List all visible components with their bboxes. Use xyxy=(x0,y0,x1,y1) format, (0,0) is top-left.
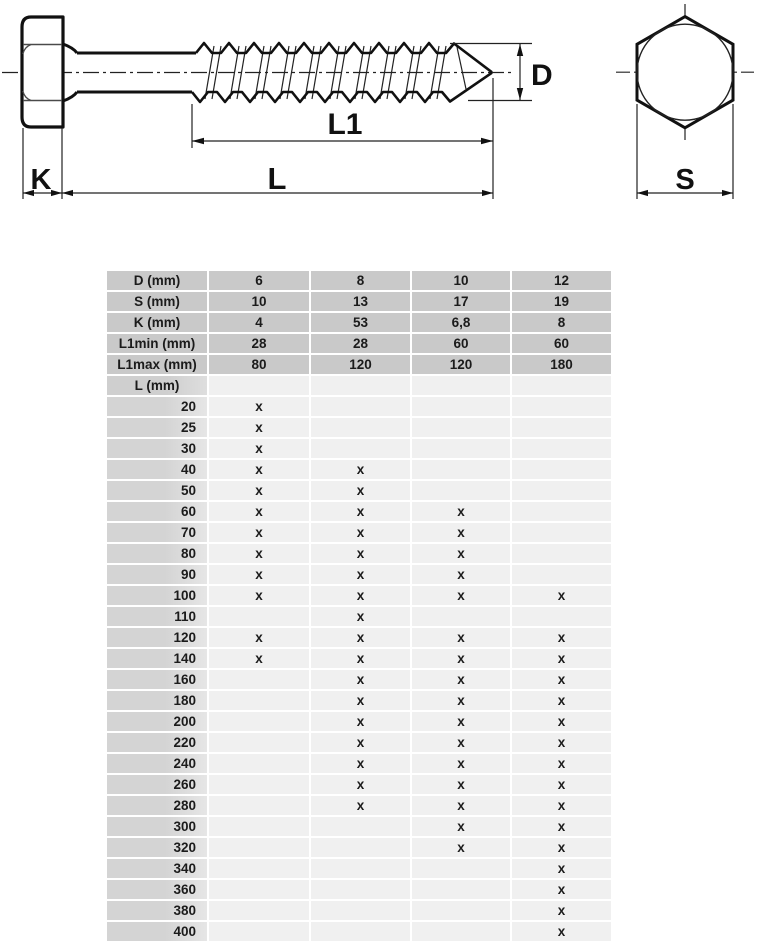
length-value: 90 xyxy=(107,564,208,585)
empty-cell xyxy=(208,795,310,816)
spec-value-cell: 17 xyxy=(411,291,511,312)
spec-value-cell: 6 xyxy=(208,271,310,291)
empty-cell xyxy=(411,921,511,942)
availability-mark-cell: x xyxy=(310,627,411,648)
length-row xyxy=(107,543,612,564)
availability-mark-cell: x xyxy=(511,669,612,690)
label-S: S xyxy=(675,164,695,196)
spec-row xyxy=(107,271,612,291)
length-value: 260 xyxy=(107,774,208,795)
length-row xyxy=(107,732,612,753)
length-row xyxy=(107,627,612,648)
availability-mark-cell: x xyxy=(208,564,310,585)
availability-mark-cell: x xyxy=(208,396,310,417)
spec-row xyxy=(107,291,612,312)
spec-value-cell: 120 xyxy=(411,354,511,375)
length-value: 400 xyxy=(107,921,208,942)
availability-mark-cell: x xyxy=(310,459,411,480)
dimension-table xyxy=(107,271,613,943)
empty-cell xyxy=(310,816,411,837)
empty-cell xyxy=(208,690,310,711)
availability-mark-cell: x xyxy=(310,543,411,564)
empty-cell xyxy=(511,396,612,417)
empty-cell xyxy=(411,900,511,921)
length-row xyxy=(107,690,612,711)
availability-mark-cell: x xyxy=(411,648,511,669)
availability-mark-cell: x xyxy=(310,585,411,606)
empty-cell xyxy=(310,417,411,438)
availability-mark-cell: x xyxy=(411,543,511,564)
empty-cell xyxy=(511,459,612,480)
empty-cell xyxy=(511,606,612,627)
spec-row xyxy=(107,333,612,354)
availability-mark-cell: x xyxy=(208,417,310,438)
availability-mark-cell: x xyxy=(310,669,411,690)
availability-mark-cell: x xyxy=(411,585,511,606)
availability-mark-cell: x xyxy=(310,690,411,711)
availability-mark-cell: x xyxy=(511,711,612,732)
label-L1: L1 xyxy=(327,108,363,141)
availability-mark-cell: x xyxy=(208,522,310,543)
length-row xyxy=(107,459,612,480)
availability-mark-cell: x xyxy=(511,816,612,837)
availability-mark-cell: x xyxy=(310,501,411,522)
empty-cell xyxy=(208,375,310,396)
availability-mark-cell: x xyxy=(411,711,511,732)
empty-cell xyxy=(208,858,310,879)
empty-cell xyxy=(511,564,612,585)
length-value: 180 xyxy=(107,690,208,711)
length-value: 160 xyxy=(107,669,208,690)
label-L: L xyxy=(267,161,287,196)
length-row xyxy=(107,669,612,690)
empty-cell xyxy=(411,459,511,480)
length-value: 20 xyxy=(107,396,208,417)
availability-mark-cell: x xyxy=(310,606,411,627)
availability-mark-cell: x xyxy=(411,669,511,690)
empty-cell xyxy=(310,375,411,396)
length-value: 200 xyxy=(107,711,208,732)
availability-mark-cell: x xyxy=(411,732,511,753)
length-row xyxy=(107,585,612,606)
empty-cell xyxy=(208,816,310,837)
empty-cell xyxy=(208,774,310,795)
length-row xyxy=(107,396,612,417)
spec-row xyxy=(107,312,612,333)
length-row xyxy=(107,837,612,858)
availability-mark-cell: x xyxy=(511,837,612,858)
length-value: 120 xyxy=(107,627,208,648)
dimension-table-body xyxy=(107,271,612,942)
availability-mark-cell: x xyxy=(310,648,411,669)
empty-cell xyxy=(208,921,310,942)
label-D: D xyxy=(531,59,553,92)
empty-cell xyxy=(511,543,612,564)
length-value: 110 xyxy=(107,606,208,627)
empty-cell xyxy=(511,375,612,396)
spec-value-cell: 4 xyxy=(208,312,310,333)
length-value: 60 xyxy=(107,501,208,522)
availability-mark-cell: x xyxy=(208,480,310,501)
availability-mark-cell: x xyxy=(411,627,511,648)
length-value: 320 xyxy=(107,837,208,858)
availability-mark-cell: x xyxy=(511,627,612,648)
empty-cell xyxy=(411,858,511,879)
length-value: 40 xyxy=(107,459,208,480)
availability-mark-cell: x xyxy=(208,585,310,606)
length-value: 70 xyxy=(107,522,208,543)
length-row xyxy=(107,858,612,879)
empty-cell xyxy=(411,879,511,900)
availability-mark-cell: x xyxy=(208,501,310,522)
availability-mark-cell: x xyxy=(511,585,612,606)
empty-cell xyxy=(511,522,612,543)
availability-mark-cell: x xyxy=(411,774,511,795)
availability-mark-cell: x xyxy=(411,753,511,774)
availability-mark-cell: x xyxy=(511,795,612,816)
availability-mark-cell: x xyxy=(411,501,511,522)
empty-cell xyxy=(411,480,511,501)
spec-row xyxy=(107,354,612,375)
length-value: 25 xyxy=(107,417,208,438)
spec-value-cell: 13 xyxy=(310,291,411,312)
empty-cell xyxy=(310,858,411,879)
availability-mark-cell: x xyxy=(310,522,411,543)
length-value: 380 xyxy=(107,900,208,921)
availability-mark-cell: x xyxy=(511,879,612,900)
availability-mark-cell: x xyxy=(511,753,612,774)
length-row xyxy=(107,480,612,501)
empty-cell xyxy=(208,879,310,900)
length-row xyxy=(107,417,612,438)
hex-head-side-view xyxy=(22,17,63,127)
length-value: 340 xyxy=(107,858,208,879)
empty-cell xyxy=(310,900,411,921)
availability-mark-cell: x xyxy=(511,648,612,669)
availability-mark-cell: x xyxy=(310,711,411,732)
availability-mark-cell: x xyxy=(511,732,612,753)
spec-value-cell: 12 xyxy=(511,271,612,291)
length-row xyxy=(107,774,612,795)
length-row xyxy=(107,564,612,585)
availability-mark-cell: x xyxy=(208,543,310,564)
empty-cell xyxy=(310,396,411,417)
empty-cell xyxy=(208,711,310,732)
length-value: 80 xyxy=(107,543,208,564)
availability-mark-cell: x xyxy=(411,522,511,543)
availability-mark-cell: x xyxy=(411,837,511,858)
spec-value-cell: 8 xyxy=(511,312,612,333)
empty-cell xyxy=(411,438,511,459)
spec-row-label: S (mm) xyxy=(107,291,208,312)
availability-mark-cell: x xyxy=(208,438,310,459)
spec-value-cell: 8 xyxy=(310,271,411,291)
hexagon-outline xyxy=(637,17,733,128)
spec-value-cell: 28 xyxy=(310,333,411,354)
dimension-K-L xyxy=(23,161,493,196)
length-row xyxy=(107,921,612,942)
length-row xyxy=(107,648,612,669)
availability-mark-cell: x xyxy=(411,564,511,585)
length-row xyxy=(107,501,612,522)
availability-mark-cell: x xyxy=(208,648,310,669)
empty-cell xyxy=(511,480,612,501)
availability-mark-cell: x xyxy=(511,774,612,795)
dimension-L1 xyxy=(192,108,493,144)
empty-cell xyxy=(208,900,310,921)
length-header-row xyxy=(107,375,612,396)
spec-value-cell: 60 xyxy=(511,333,612,354)
empty-cell xyxy=(411,606,511,627)
spec-row-label: K (mm) xyxy=(107,312,208,333)
length-value: 140 xyxy=(107,648,208,669)
empty-cell xyxy=(208,669,310,690)
length-header-label: L (mm) xyxy=(107,375,208,396)
empty-cell xyxy=(310,837,411,858)
empty-cell xyxy=(310,438,411,459)
availability-mark-cell: x xyxy=(310,564,411,585)
spec-value-cell: 28 xyxy=(208,333,310,354)
empty-cell xyxy=(208,753,310,774)
length-value: 240 xyxy=(107,753,208,774)
screw-technical-drawing xyxy=(0,0,760,262)
empty-cell xyxy=(208,732,310,753)
length-value: 100 xyxy=(107,585,208,606)
length-row xyxy=(107,900,612,921)
availability-mark-cell: x xyxy=(511,690,612,711)
length-value: 280 xyxy=(107,795,208,816)
spec-value-cell: 80 xyxy=(208,354,310,375)
length-row xyxy=(107,522,612,543)
dimension-D xyxy=(517,44,553,100)
availability-mark-cell: x xyxy=(208,627,310,648)
availability-mark-cell: x xyxy=(310,753,411,774)
empty-cell xyxy=(511,438,612,459)
availability-mark-cell: x xyxy=(511,900,612,921)
spec-value-cell: 6,8 xyxy=(411,312,511,333)
spec-value-cell: 19 xyxy=(511,291,612,312)
length-row xyxy=(107,879,612,900)
length-value: 300 xyxy=(107,816,208,837)
availability-mark-cell: x xyxy=(511,921,612,942)
availability-mark-cell: x xyxy=(310,795,411,816)
empty-cell xyxy=(411,417,511,438)
empty-cell xyxy=(411,375,511,396)
empty-cell xyxy=(208,606,310,627)
availability-mark-cell: x xyxy=(411,795,511,816)
empty-cell xyxy=(511,501,612,522)
length-value: 360 xyxy=(107,879,208,900)
empty-cell xyxy=(310,921,411,942)
empty-cell xyxy=(511,417,612,438)
length-row xyxy=(107,711,612,732)
length-row xyxy=(107,606,612,627)
availability-mark-cell: x xyxy=(310,732,411,753)
availability-mark-cell: x xyxy=(208,459,310,480)
spec-value-cell: 60 xyxy=(411,333,511,354)
spec-value-cell: 120 xyxy=(310,354,411,375)
empty-cell xyxy=(208,837,310,858)
length-value: 220 xyxy=(107,732,208,753)
label-K: K xyxy=(30,164,52,196)
spec-row-label: D (mm) xyxy=(107,271,208,291)
spec-value-cell: 10 xyxy=(411,271,511,291)
spec-value-cell: 10 xyxy=(208,291,310,312)
length-value: 50 xyxy=(107,480,208,501)
availability-mark-cell: x xyxy=(411,690,511,711)
spec-row-label: L1min (mm) xyxy=(107,333,208,354)
spec-value-cell: 180 xyxy=(511,354,612,375)
availability-mark-cell: x xyxy=(310,774,411,795)
availability-mark-cell: x xyxy=(310,480,411,501)
length-row xyxy=(107,795,612,816)
availability-mark-cell: x xyxy=(411,816,511,837)
length-row xyxy=(107,816,612,837)
length-value: 30 xyxy=(107,438,208,459)
availability-mark-cell: x xyxy=(511,858,612,879)
spec-value-cell: 53 xyxy=(310,312,411,333)
empty-cell xyxy=(411,396,511,417)
spec-row-label: L1max (mm) xyxy=(107,354,208,375)
length-row xyxy=(107,438,612,459)
empty-cell xyxy=(310,879,411,900)
length-row xyxy=(107,753,612,774)
